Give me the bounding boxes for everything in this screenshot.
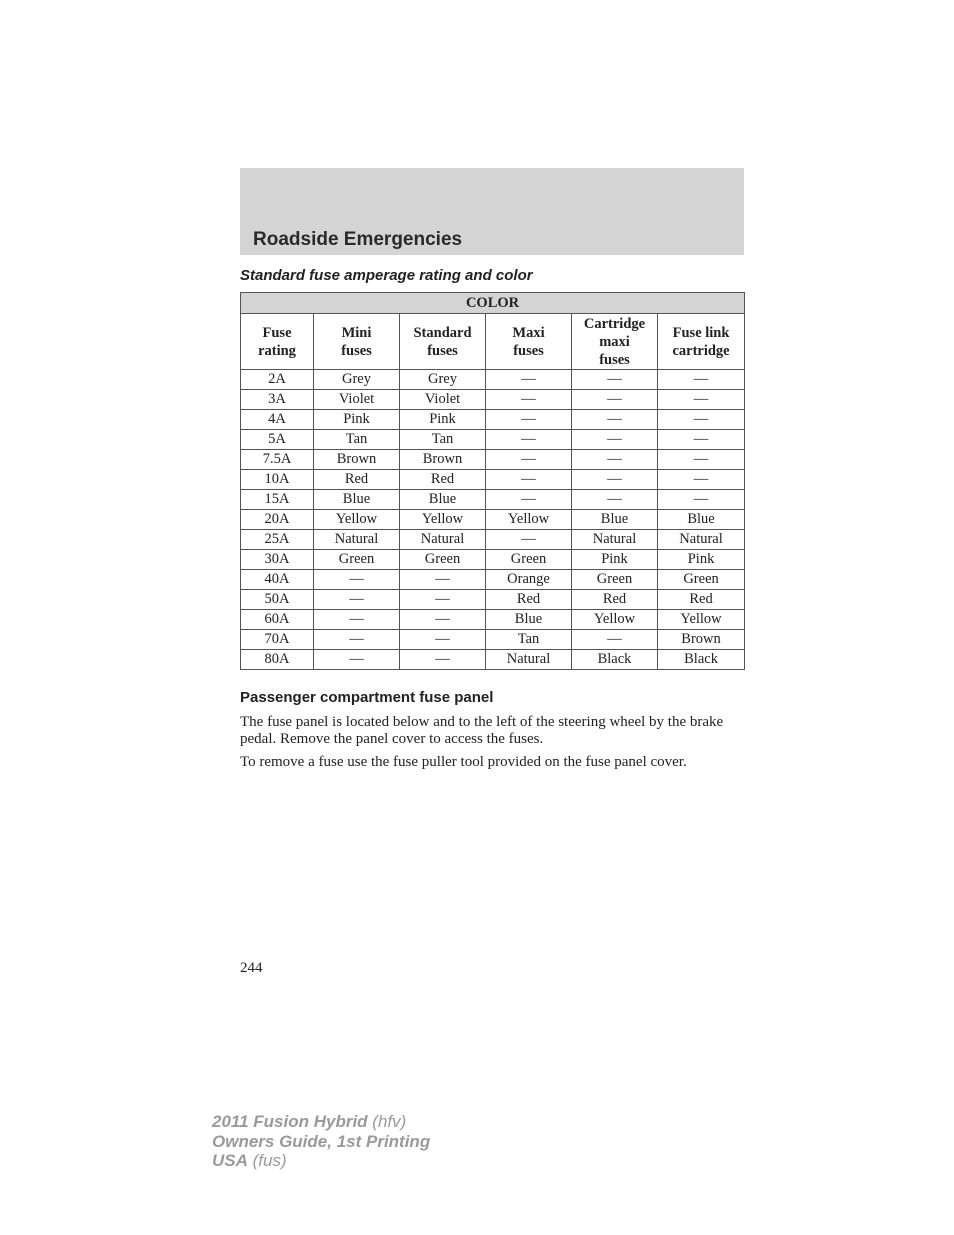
table-cell: — (486, 530, 572, 550)
paragraph: To remove a fuse use the fuse puller tool provided on the fuse panel cover. (240, 754, 687, 770)
table-cell: Red (486, 590, 572, 610)
table-row (241, 510, 745, 530)
column-header-line: Fuse (262, 324, 292, 341)
table-cell: 10A (241, 470, 314, 490)
table-cell: Blue (486, 610, 572, 630)
page-number: 244 (240, 960, 263, 976)
table-row (241, 650, 745, 670)
table-cell: — (572, 450, 658, 470)
table-cell: — (486, 470, 572, 490)
table-cell: — (486, 390, 572, 410)
table-row (241, 410, 745, 430)
footer-line (212, 1112, 430, 1132)
table-cell: — (314, 650, 400, 670)
column-header-line: Standard (413, 324, 472, 341)
table-cell: Green (400, 550, 486, 570)
column-header-line: rating (258, 342, 296, 359)
table-cell: Red (314, 470, 400, 490)
table-cell: — (486, 430, 572, 450)
table-cell: — (658, 430, 745, 450)
table-cell: Red (658, 590, 745, 610)
table-row (241, 450, 745, 470)
table-cell: 30A (241, 550, 314, 570)
table-cell: Natural (486, 650, 572, 670)
column-header (241, 314, 314, 370)
table-row (241, 610, 745, 630)
table-cell: Red (572, 590, 658, 610)
table-row (241, 470, 745, 490)
color-group-header: COLOR (241, 293, 745, 314)
table-cell: Yellow (486, 510, 572, 530)
table-cell: 7.5A (241, 450, 314, 470)
table-cell: — (400, 590, 486, 610)
table-cell: 50A (241, 590, 314, 610)
section-title: Roadside Emergencies (253, 229, 463, 250)
footer-model-code: (hfv) (372, 1112, 407, 1131)
column-header-line: cartridge (672, 342, 730, 359)
table-cell: 60A (241, 610, 314, 630)
table-subtitle: Standard fuse amperage rating and color (240, 267, 533, 284)
table-cell: — (572, 390, 658, 410)
footer-region: USA (212, 1151, 248, 1170)
table-cell: — (572, 430, 658, 450)
table-cell: — (658, 410, 745, 430)
table-cell: Black (658, 650, 745, 670)
table-cell: — (572, 410, 658, 430)
table-cell: Green (658, 570, 745, 590)
column-header (400, 314, 486, 370)
column-header (658, 314, 745, 370)
table-cell: — (486, 370, 572, 390)
footer-line (212, 1151, 430, 1171)
table-cell: Yellow (400, 510, 486, 530)
table-cell: — (486, 410, 572, 430)
table-cell: Red (400, 470, 486, 490)
table-row (241, 490, 745, 510)
paragraph: The fuse panel is located below and to the left of the steering wheel by the brake pedal. Remove the panel cover to access the fuses. (240, 714, 724, 747)
section-header-band (240, 168, 744, 255)
table-cell: 20A (241, 510, 314, 530)
table-cell: Pink (400, 410, 486, 430)
table-row (241, 390, 745, 410)
column-header-line: Cartridge (583, 315, 646, 332)
table-cell: 5A (241, 430, 314, 450)
table-cell: Natural (572, 530, 658, 550)
column-header-line: fuses (599, 351, 630, 368)
table-cell: — (658, 470, 745, 490)
table-cell: Pink (658, 550, 745, 570)
table-cell: Green (486, 550, 572, 570)
table-cell: Yellow (572, 610, 658, 630)
table-cell: Violet (314, 390, 400, 410)
table-cell: Grey (400, 370, 486, 390)
table-cell: Yellow (658, 610, 745, 630)
table-cell: — (658, 370, 745, 390)
column-header (572, 314, 658, 370)
table-cell: — (658, 390, 745, 410)
table-cell: Brown (400, 450, 486, 470)
footer-region-code: (fus) (252, 1151, 287, 1170)
table-cell: Tan (314, 430, 400, 450)
column-header-line: fuses (427, 342, 458, 359)
table-cell: 4A (241, 410, 314, 430)
column-header-line: fuses (513, 342, 544, 359)
table-cell: — (400, 610, 486, 630)
table-row (241, 630, 745, 650)
table-cell: 70A (241, 630, 314, 650)
table-cell: — (314, 610, 400, 630)
table-cell: Orange (486, 570, 572, 590)
table-cell: Tan (400, 430, 486, 450)
table-cell: — (658, 450, 745, 470)
column-header-line: Mini (341, 324, 372, 341)
table-cell: — (400, 570, 486, 590)
table-cell: Grey (314, 370, 400, 390)
table-row (241, 530, 745, 550)
fuse-color-table (240, 292, 745, 670)
table-row (241, 370, 745, 390)
column-header-line: Fuse link (672, 324, 730, 341)
table-cell: 3A (241, 390, 314, 410)
table-cell: — (572, 470, 658, 490)
table-cell: — (400, 630, 486, 650)
table-row (241, 550, 745, 570)
table-cell: Pink (314, 410, 400, 430)
table-cell: Pink (572, 550, 658, 570)
table-cell: Brown (314, 450, 400, 470)
passenger-fuse-panel-heading: Passenger compartment fuse panel (240, 689, 494, 706)
table-cell: Natural (314, 530, 400, 550)
table-cell: Brown (658, 630, 745, 650)
table-cell: Natural (658, 530, 745, 550)
table-cell: — (572, 630, 658, 650)
table-cell: Blue (658, 510, 745, 530)
column-header-line: Maxi (512, 324, 545, 341)
footer-guide: Owners Guide, 1st Printing (212, 1131, 431, 1151)
footer-line (212, 1132, 430, 1152)
table-cell: 40A (241, 570, 314, 590)
table-cell: 2A (241, 370, 314, 390)
table-cell: — (658, 490, 745, 510)
column-header (314, 314, 400, 370)
column-header-line: maxi (599, 333, 630, 350)
table-cell: — (314, 570, 400, 590)
table-cell: Blue (314, 490, 400, 510)
table-cell: Blue (572, 510, 658, 530)
table-cell: Green (314, 550, 400, 570)
column-header (486, 314, 572, 370)
table-cell: — (314, 590, 400, 610)
footer-model: 2011 Fusion Hybrid (212, 1112, 368, 1131)
table-row (241, 570, 745, 590)
column-header-line: fuses (341, 342, 372, 359)
table-cell: — (486, 490, 572, 510)
table-cell: — (314, 630, 400, 650)
table-cell: — (572, 490, 658, 510)
table-row (241, 430, 745, 450)
table-cell: Natural (400, 530, 486, 550)
table-cell: Tan (486, 630, 572, 650)
table-cell: Black (572, 650, 658, 670)
table-cell: Blue (400, 490, 486, 510)
table-cell: — (572, 370, 658, 390)
table-cell: 15A (241, 490, 314, 510)
document-footer (212, 1112, 430, 1171)
table-cell: Yellow (314, 510, 400, 530)
table-cell: Green (572, 570, 658, 590)
table-cell: 80A (241, 650, 314, 670)
table-cell: — (400, 650, 486, 670)
table-cell: — (486, 450, 572, 470)
table-cell: 25A (241, 530, 314, 550)
table-row (241, 590, 745, 610)
table-cell: Violet (400, 390, 486, 410)
